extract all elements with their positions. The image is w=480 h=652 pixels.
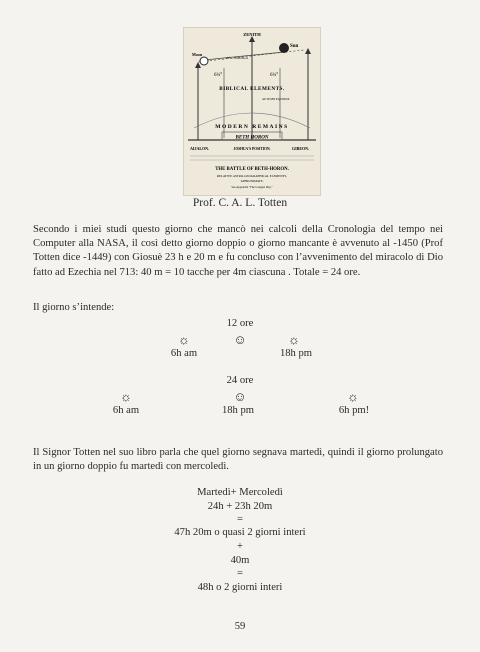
battle-title: THE BATTLE OF BETH-HORON. [215,167,289,172]
diagram1-left-label: 6h am [170,348,198,359]
sun-right-icon: ☼ [347,389,359,404]
calc-line-equals-2: = [237,568,243,579]
page-number: 59 [234,621,246,632]
battle-subtitle-2: APPROXIMATE. [240,179,264,183]
paragraph-chronology: Secondo i miei studi questo giorno che mancò nei calcoli della Cronologia del tempo nei Computer alla NASA, il così detto giorno doppio o giorno mancante è avvenuto al -1450 (Prof Totten dice -1449) con Giosuè 23 h e 20 m e fu concluso con l’avvenimento del miracolo di Dio fatto ad Ezechia nel 713: 40 m = 10 tacche per 4m ciascuna . Totale = 24 ore. [33,224,443,278]
smiley-mid-icon: ☺ [233,332,247,347]
sun-label: Sun [290,44,299,49]
diagram1-right-label: 18h pm [279,348,313,359]
autumn-note: AUTUMN EQUINOX [262,97,290,101]
zenith-label: ZENITH [243,32,261,37]
joshuas-position-label: JOSHUA'S POSITION. [233,147,271,151]
sun-right-icon: ☼ [288,332,300,347]
battle-note: See Appendix "The Longest Day." [231,185,273,189]
right-measure: 6¼° [270,73,279,78]
modern-remains-label: MODERN REMAINS [215,124,289,130]
beth-horon-label: BETH HORON [235,135,269,141]
sun-icon [279,43,289,53]
day-intro-text: Il giorno s’intende: [33,302,115,313]
diagram2-right-label: 6h pm! [338,405,370,416]
calc-line-days: Martedì+ Mercoledì [197,487,283,498]
diagram2-header: 24 ore [226,375,254,386]
figure-caption: Prof. C. A. L. Totten [192,197,288,209]
diagram2-mid-label: 18h pm [221,405,255,416]
paragraph-totten-book: Il Signor Totten nel suo libro parla che quel giorno segnava martedì, quindi il giorno prolungato in un giorno doppio fu martedì con mercoledì. [33,447,443,473]
diagram1-header: 12 ore [226,318,254,329]
left-measure: 6¼° [214,73,223,78]
totten-diagram-figure [183,27,321,196]
sun-left-icon: ☼ [178,332,190,347]
battle-subtitle: RELATIVE ASTRO-GEOGRAPHICAL ELEMENTS, [216,174,288,178]
calc-line-total: 48h o 2 giorni interi [197,582,283,593]
gibeon-label: GIBEON. [292,146,310,151]
smiley-mid-icon: ☺ [233,389,247,404]
calc-line-minutes: 40m [230,555,250,566]
calc-line-equals: = [237,514,243,525]
sun-left-icon: ☼ [120,389,132,404]
diagram2-left-label: 6h am [112,405,140,416]
angle-note: 23° — from moon [226,56,249,60]
calc-line-subtotal: 47h 20m o quasi 2 giorni interi [174,527,306,538]
biblical-elements-label: BIBLICAL ELEMENTS. [219,86,285,92]
aijalon-label: AIJALON. [190,146,210,151]
calc-line-plus: + [237,541,243,552]
moon-label: Moon [192,52,202,57]
moon-icon [200,57,208,65]
battle-diagram-svg [184,28,320,195]
calc-line-hours: 24h + 23h 20m [207,501,273,512]
